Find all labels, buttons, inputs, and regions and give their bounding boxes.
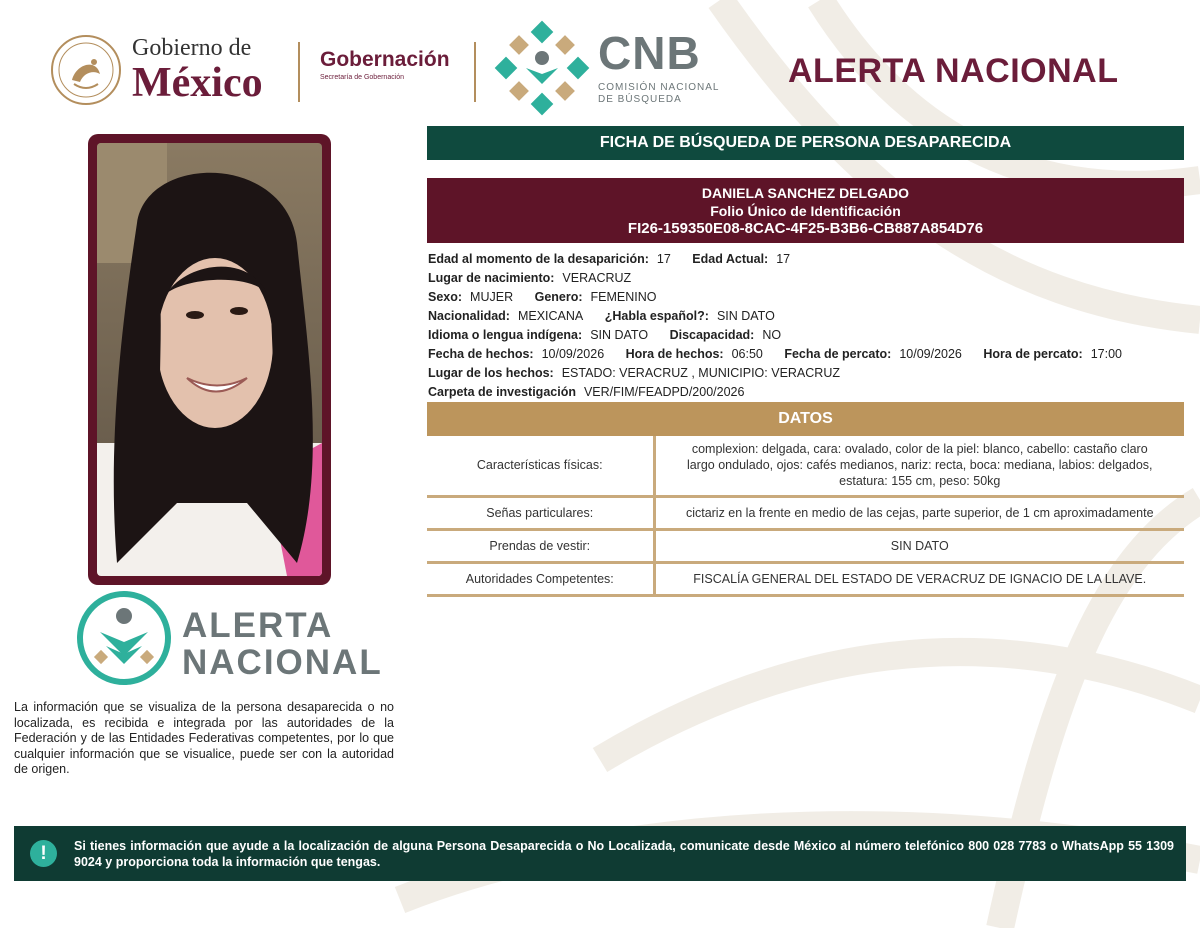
cnb-subtitle-2: DE BÚSQUEDA (598, 94, 682, 105)
datos-value: FISCALÍA GENERAL DEL ESTADO DE VERACRUZ DE IGNACIO DE LA LLAVE. (654, 562, 1184, 595)
info-row (428, 326, 1188, 345)
info-row (428, 250, 1188, 269)
datos-title: DATOS (427, 402, 1184, 436)
alerta-nacional-logo (76, 590, 383, 690)
info-label: Fecha de hechos: (428, 347, 534, 361)
info-row (428, 364, 1188, 383)
person-info (428, 250, 1188, 402)
info-label: Hora de percato: (983, 347, 1083, 361)
info-label: Lugar de nacimiento: (428, 271, 555, 285)
info-label: Sexo: (428, 290, 463, 304)
info-label: Hora de hechos: (625, 347, 724, 361)
info-value: 10/09/2026 (899, 347, 962, 361)
info-value: NO (762, 328, 782, 342)
info-label: Lugar de los hechos: (428, 366, 554, 380)
folio-value: FI26-159350E08-8CAC-4F25-B3B6-CB887A854D76 (627, 220, 984, 237)
info-label: Fecha de percato: (784, 347, 892, 361)
info-row (428, 307, 1188, 326)
cnb-logo (494, 20, 719, 116)
info-value: SIN DATO (590, 328, 649, 342)
info-label: Genero: (534, 290, 583, 304)
folio-label: Folio Único de Identificación (710, 202, 901, 219)
table-row (427, 529, 1184, 562)
alerta-emblem-icon (76, 590, 172, 686)
info-value: 10/09/2026 (541, 347, 605, 361)
disclaimer-text: La información que se visualiza de la persona desaparecida o no localizada, es recibida e integrada por las autoridades de la Federación y de las Entidades Federativas competentes, por lo que cualquier información que se visualice, puede ser con la autoridad de origen. (14, 700, 394, 776)
ficha-title: FICHA DE BÚSQUEDA DE PERSONA DESAPARECIDA (427, 126, 1184, 160)
exclamation-icon: ! (30, 840, 57, 867)
photo-frame (88, 134, 331, 585)
national-seal-icon (50, 34, 122, 106)
info-value: 17 (776, 252, 791, 266)
datos-value: cictariz en la frente en medio de las cejas, parte superior, de 1 cm aproximadamente (654, 496, 1184, 529)
datos-label: Características físicas: (427, 436, 654, 496)
info-value: 06:50 (731, 347, 763, 361)
info-row (428, 383, 1188, 402)
header-divider (474, 42, 476, 102)
info-label: ¿Habla español?: (604, 309, 709, 323)
table-row (427, 562, 1184, 595)
info-label: Edad Actual: (692, 252, 769, 266)
datos-table (427, 436, 1184, 597)
info-value: FEMENINO (590, 290, 657, 304)
gobierno-de-mexico-logo (50, 30, 290, 110)
info-label: Nacionalidad: (428, 309, 510, 323)
header-divider (298, 42, 300, 102)
alert-title: ALERTA NACIONAL (788, 52, 1119, 90)
cnb-title: CNB (598, 27, 701, 79)
contact-banner (14, 826, 1186, 881)
info-value: 17 (656, 252, 671, 266)
alerta-line2: NACIONAL (182, 642, 383, 682)
contact-message: Si tienes información que ayude a la localización de alguna Persona Desaparecida o No Localizada, comunicate desde México al número telefónico 800 028 7783 o WhatsApp 55 1309 9024 y proporciona toda la información que tengas. (74, 839, 1174, 869)
info-label: Discapacidad: (669, 328, 755, 342)
missing-person-photo (97, 143, 322, 576)
alerta-line1: ALERTA (182, 606, 334, 645)
datos-label: Prendas de vestir: (427, 529, 654, 562)
datos-label: Autoridades Competentes: (427, 562, 654, 595)
info-label: Idioma o lengua indígena: (428, 328, 583, 342)
cnb-emblem-icon (494, 20, 590, 116)
table-row (427, 436, 1184, 496)
info-row (428, 269, 1188, 288)
info-value: VERACRUZ (562, 271, 632, 285)
gobernacion-title: Gobernación (320, 48, 450, 71)
info-label: Edad al momento de la desaparición: (428, 252, 649, 266)
info-value: VER/FIM/FEADPD/200/2026 (583, 385, 745, 399)
info-label: Carpeta de investigación (428, 385, 576, 399)
gob-line2: México (132, 60, 263, 106)
info-row (428, 288, 1188, 307)
datos-label: Señas particulares: (427, 496, 654, 529)
gob-line1: Gobierno de (132, 35, 252, 61)
info-value: SIN DATO (716, 309, 775, 323)
table-row (427, 496, 1184, 529)
info-value: MUJER (470, 290, 514, 304)
info-value: 17:00 (1090, 347, 1122, 361)
person-header (427, 178, 1184, 243)
info-row (428, 345, 1188, 364)
datos-value: complexion: delgada, cara: ovalado, color de la piel: blanco, cabello: castaño claro largo ondulado, ojos: cafés medianos, nariz: recta, boca: mediana, labios: delgados, estatura: 155 cm, peso: 50kg (654, 436, 1184, 496)
gobernacion-logo (320, 48, 450, 81)
info-value: MEXICANA (517, 309, 584, 323)
person-name: DANIELA SANCHEZ DELGADO (701, 185, 910, 201)
gobernacion-subtitle: Secretaría de Gobernación (320, 74, 405, 81)
info-value: ESTADO: VERACRUZ , MUNICIPIO: VERACRUZ (561, 366, 840, 380)
datos-value: SIN DATO (654, 529, 1184, 562)
cnb-subtitle-1: COMISIÓN NACIONAL (598, 82, 720, 93)
